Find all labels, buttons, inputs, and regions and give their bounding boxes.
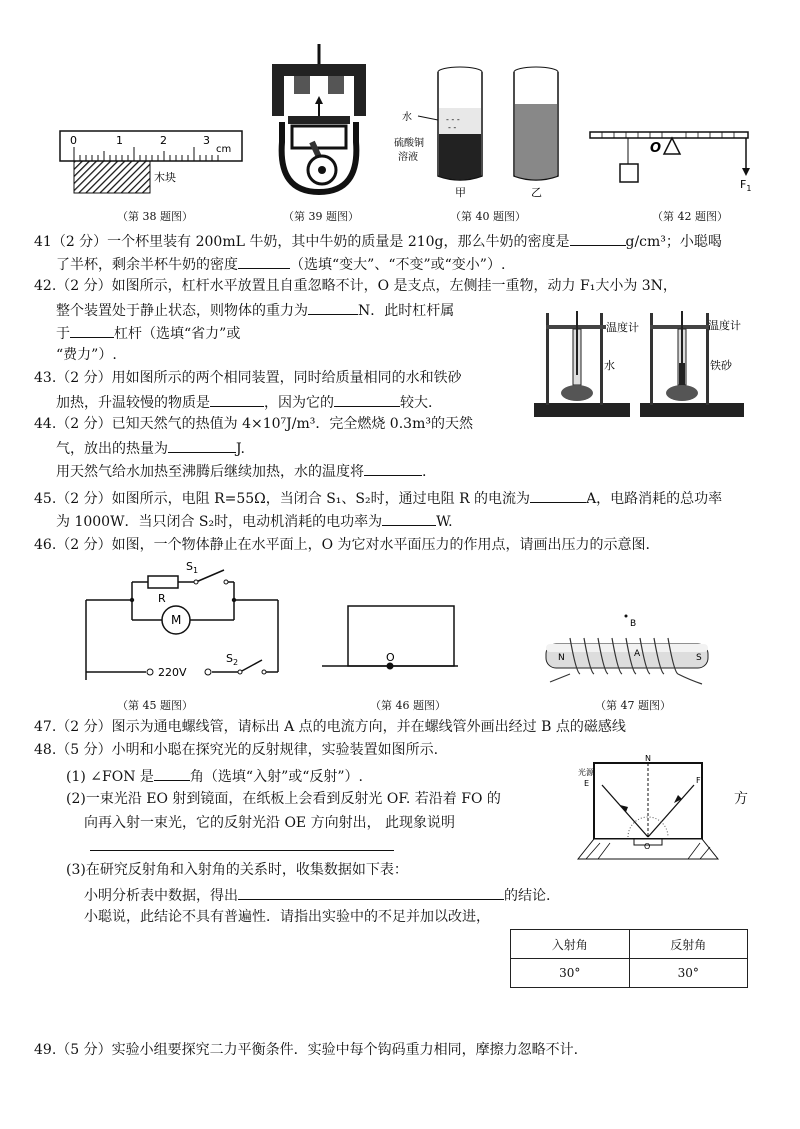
- q45-blank2[interactable]: [382, 511, 436, 526]
- table-cell-reflect: 30°: [629, 959, 748, 988]
- q48-p2b: 向再入射一束光，它的反射光沿 OE 方向射出， 此现象说明: [84, 815, 456, 831]
- solenoid-a: A: [634, 649, 641, 659]
- fig48-n: N: [645, 754, 651, 763]
- reflection-board-figure: [578, 755, 720, 865]
- fig48-source2: E: [584, 779, 590, 788]
- box-point-o: O: [386, 651, 395, 664]
- q43-blank2[interactable]: [334, 392, 400, 407]
- water-label: 水: [604, 359, 615, 372]
- q41-line2: 了半杯，剩余半杯牛奶的密度 （选填“变大”、“不变”或“变小”）.: [56, 254, 505, 274]
- solenoid-figure: [540, 612, 720, 692]
- caption-46: （第 46 题图）: [370, 699, 446, 712]
- svg-text:- -: - -: [448, 123, 457, 132]
- q46-line1: 46.（2 分）如图，一个物体静止在水平面上，O 为它对水平面压力的作用点，请画出压力的示意图.: [34, 537, 650, 553]
- lever-pivot: O: [650, 141, 662, 156]
- q44-line3: 用天然气给水加热至沸腾后继续加热，水的温度将 .: [56, 461, 426, 481]
- ruler-tick-2: 2: [160, 134, 167, 147]
- q42-line4: “费力”）.: [56, 347, 117, 363]
- circuit-s2: $S_2$: [226, 652, 239, 667]
- q48-p3c: 小聪说，此结论不具有普遍性．请指出实验中的不足并加以改进，: [84, 909, 490, 925]
- solenoid-s: S: [696, 653, 702, 663]
- q42-blank1[interactable]: [308, 300, 358, 315]
- q45-line1: 45.（2 分）如图所示，电阻 R=55Ω，当闭合 S₁、S₂时，通过电阻 R 的电流为 A，电路消耗的总功率: [34, 488, 722, 508]
- fig40-cup-a: 甲: [455, 186, 466, 199]
- q41-blank2[interactable]: [238, 254, 290, 269]
- q42-line3: 于 杠杆（选填“省力”或: [56, 323, 240, 343]
- ruler-tick-3: 3: [203, 134, 210, 147]
- caption-42: （第 42 题图）: [652, 210, 728, 223]
- fig40-cup-b: 乙: [531, 186, 542, 199]
- table-cell-incident: 30°: [511, 959, 630, 988]
- fig40-water: 水: [402, 112, 412, 123]
- q48-p3: (3)在研究反射角和入射角的关系时，收集数据如下表：: [66, 862, 408, 878]
- q45-line2: 为 1000W．当只闭合 S₂时，电动机消耗的电功率为 W.: [56, 511, 453, 531]
- q45-blank1[interactable]: [530, 488, 586, 503]
- table-header-incident: 入射角: [511, 930, 630, 959]
- q43-blank1[interactable]: [210, 392, 264, 407]
- lever-figure: [588, 124, 758, 204]
- q44-blank1[interactable]: [168, 438, 236, 453]
- box-figure: [320, 605, 460, 670]
- caption-39: （第 39 题图）: [283, 210, 359, 223]
- svg-text:- - -: - - -: [446, 115, 460, 124]
- q48-blank1[interactable]: [154, 766, 190, 781]
- q41-blank1[interactable]: [570, 231, 626, 246]
- block-label: 木块: [154, 171, 176, 184]
- fig48-o: O: [644, 842, 651, 851]
- q42-line1: 42.（2 分）如图所示，杠杆水平放置且自重忽略不计，O 是支点，左侧挂一重物，动力 F₁大小为 3N，: [34, 278, 677, 294]
- cylinders-figure: [392, 60, 582, 200]
- q48-p3b: 小明分析表中数据，得出 的结论.: [84, 885, 550, 905]
- ruler-unit: cm: [216, 144, 232, 155]
- fig48-f: F: [696, 776, 701, 785]
- ruler-tick-0: 0: [70, 134, 77, 147]
- fig40-sol2: 溶液: [398, 152, 418, 163]
- q42-line2: 整个装置处于静止状态，则物体的重力为 N．此时杠杆属: [56, 300, 454, 320]
- q48-blank2[interactable]: [90, 836, 394, 851]
- q47-line1: 47.（2 分）图示为通电螺线管，请标出 A 点的电流方向，并在螺线管外画出经过 B 点的磁感线: [34, 719, 626, 735]
- solenoid-n: N: [558, 653, 565, 663]
- q41-line1: 41（2 分）一个杯里装有 200mL 牛奶，其中牛奶的质量是 210g，那么牛奶的密度是 g/cm³；小聪喝: [34, 231, 722, 251]
- circuit-voltage: 220V: [158, 666, 187, 679]
- circuit-s1: $S_1$: [186, 560, 199, 575]
- fig40-sol1: 硫酸铜: [394, 138, 424, 149]
- q44-line1: 44.（2 分）已知天然气的热值为 4×10⁷J/m³．完全燃烧 0.3m³的天然: [34, 416, 473, 432]
- ruler-figure: [58, 128, 248, 198]
- reflection-data-table: [510, 929, 748, 988]
- caption-40: （第 40 题图）: [450, 210, 526, 223]
- q48-blank3[interactable]: [238, 885, 504, 900]
- fig48-source1: 光源: [578, 768, 594, 777]
- thermo-1-label: 温度计: [606, 321, 639, 334]
- q42-blank2[interactable]: [70, 323, 114, 338]
- table-header-reflect: 反射角: [629, 930, 748, 959]
- lever-force: $F_1$: [740, 178, 752, 193]
- q48-line1: 48.（5 分）小明和小聪在探究光的反射规律，实验装置如图所示.: [34, 742, 439, 758]
- q44-line2: 气，放出的热量为 J.: [56, 438, 245, 458]
- caption-47: （第 47 题图）: [595, 699, 671, 712]
- sand-label: 铁砂: [710, 359, 732, 372]
- circuit-figure: [84, 560, 284, 685]
- circuit-r: R: [158, 592, 166, 605]
- q48-p1: (1) ∠FON 是 角（选填“入射”或“反射”）.: [66, 766, 363, 786]
- solenoid-b: B: [630, 619, 637, 629]
- q43-line2: 加热，升温较慢的物质是 ，因为它的 较大.: [56, 392, 432, 412]
- q48-p2a-tail: 方: [734, 791, 748, 807]
- thermo-2-label: 温度计: [708, 319, 741, 332]
- circuit-m: M: [171, 613, 182, 627]
- caption-45: （第 45 题图）: [117, 699, 193, 712]
- ruler-tick-1: 1: [116, 134, 123, 147]
- q44-blank2[interactable]: [364, 461, 422, 476]
- q43-line1: 43.（2 分）用如图所示的两个相同装置，同时给质量相同的水和铁砂: [34, 370, 462, 386]
- heating-apparatus-figure: [530, 305, 750, 420]
- q48-p2a: (2)一束光沿 EO 射到镜面，在纸板上会看到反射光 OF. 若沿着 FO 的: [66, 791, 501, 807]
- engine-figure: [264, 42, 374, 202]
- q49-line1: 49.（5 分）实验小组要探究二力平衡条件．实验中每个钩码重力相同，摩擦力忽略不计.: [34, 1042, 579, 1058]
- caption-38: （第 38 题图）: [117, 210, 193, 223]
